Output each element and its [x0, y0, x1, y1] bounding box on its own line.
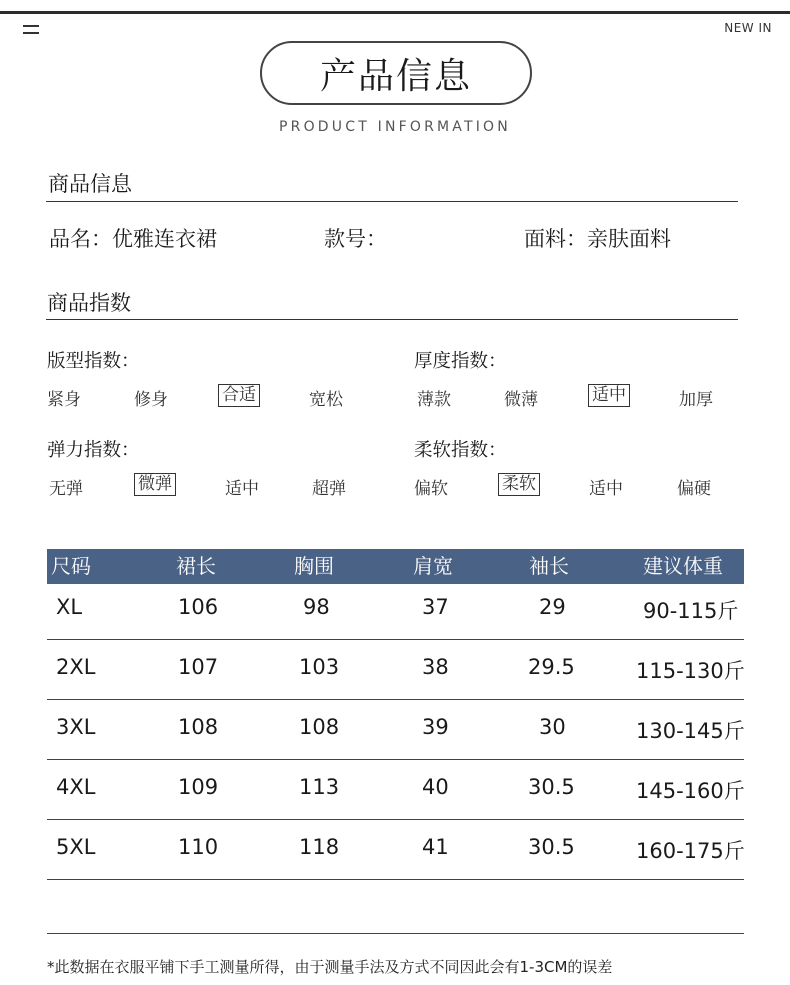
cell-length: 108 — [178, 715, 219, 739]
cell-shoulder: 39 — [422, 715, 449, 739]
page-title: 产品信息 — [260, 41, 532, 105]
footer-divider — [47, 933, 744, 934]
softness-option: 偏硬 — [677, 479, 711, 499]
cell-sleeve: 30.5 — [528, 835, 575, 859]
fit-option: 宽松 — [309, 390, 343, 410]
cell-shoulder: 37 — [422, 595, 449, 619]
thickness-option-selected: 适中 — [588, 384, 630, 407]
table-row — [47, 760, 744, 820]
cell-bust: 98 — [303, 595, 330, 619]
index-heading: 商品指数 — [47, 291, 131, 315]
page-subtitle: PRODUCT INFORMATION — [279, 119, 511, 135]
cell-weight: 130-145斤 — [636, 719, 745, 743]
cell-sleeve: 30 — [539, 715, 566, 739]
fit-option: 修身 — [134, 390, 168, 410]
elasticity-option-selected: 微弹 — [134, 473, 176, 496]
cell-weight: 115-130斤 — [636, 659, 745, 683]
cell-length: 110 — [178, 835, 219, 859]
style-number: 款号： — [324, 227, 387, 251]
top-border — [0, 11, 790, 14]
cell-length: 106 — [178, 595, 219, 619]
cell-sleeve: 30.5 — [528, 775, 575, 799]
cell-sleeve: 29 — [539, 595, 566, 619]
fit-option: 紧身 — [47, 390, 81, 410]
softness-option-selected: 柔软 — [498, 473, 540, 496]
cell-length: 109 — [178, 775, 219, 799]
column-header: 裙长 — [176, 554, 216, 578]
elasticity-index-label: 弹力指数： — [47, 440, 140, 461]
elasticity-option: 适中 — [225, 479, 259, 499]
thickness-option: 薄款 — [417, 390, 451, 410]
cell-bust: 113 — [299, 775, 340, 799]
column-header: 胸围 — [294, 554, 334, 578]
table-row — [47, 580, 744, 640]
cell-size: 4XL — [56, 775, 96, 799]
row-divider — [47, 879, 744, 880]
product-name: 品名：优雅连衣裙 — [49, 227, 217, 251]
elasticity-option: 超弹 — [312, 479, 346, 499]
thickness-option: 加厚 — [679, 390, 713, 410]
cell-size: 5XL — [56, 835, 96, 859]
menu-icon[interactable] — [23, 25, 39, 35]
table-row — [47, 820, 744, 880]
thickness-index-label: 厚度指数： — [414, 351, 507, 372]
cell-sleeve: 29.5 — [528, 655, 575, 679]
column-header: 肩宽 — [413, 554, 453, 578]
cell-weight: 160-175斤 — [636, 839, 745, 863]
measurement-note: *此数据在衣服平铺下手工测量所得，由于测量手法及方式不同因此会有1-3CM的误差 — [47, 958, 613, 976]
table-row — [47, 640, 744, 700]
cell-size: 3XL — [56, 715, 96, 739]
column-header: 建议体重 — [643, 554, 723, 578]
divider — [46, 319, 738, 320]
cell-shoulder: 40 — [422, 775, 449, 799]
fit-index-label: 版型指数： — [47, 351, 140, 372]
elasticity-option: 无弹 — [49, 479, 83, 499]
size-table-header — [47, 549, 744, 584]
fabric: 面料：亲肤面料 — [524, 227, 671, 251]
divider — [46, 201, 738, 202]
cell-length: 107 — [178, 655, 219, 679]
cell-bust: 103 — [299, 655, 340, 679]
thickness-option: 微薄 — [504, 390, 538, 410]
column-header: 袖长 — [529, 554, 569, 578]
cell-shoulder: 41 — [422, 835, 449, 859]
softness-option: 偏软 — [414, 479, 448, 499]
product-info-heading: 商品信息 — [48, 172, 132, 196]
softness-index-label: 柔软指数： — [414, 440, 507, 461]
cell-size: XL — [56, 595, 83, 619]
table-row — [47, 700, 744, 760]
cell-bust: 108 — [299, 715, 340, 739]
cell-bust: 118 — [299, 835, 340, 859]
cell-size: 2XL — [56, 655, 96, 679]
cell-weight: 90-115斤 — [643, 599, 739, 623]
cell-shoulder: 38 — [422, 655, 449, 679]
column-header: 尺码 — [51, 554, 91, 578]
fit-option-selected: 合适 — [218, 384, 260, 407]
cell-weight: 145-160斤 — [636, 779, 745, 803]
new-in-label: NEW IN — [724, 21, 772, 35]
softness-option: 适中 — [589, 479, 623, 499]
